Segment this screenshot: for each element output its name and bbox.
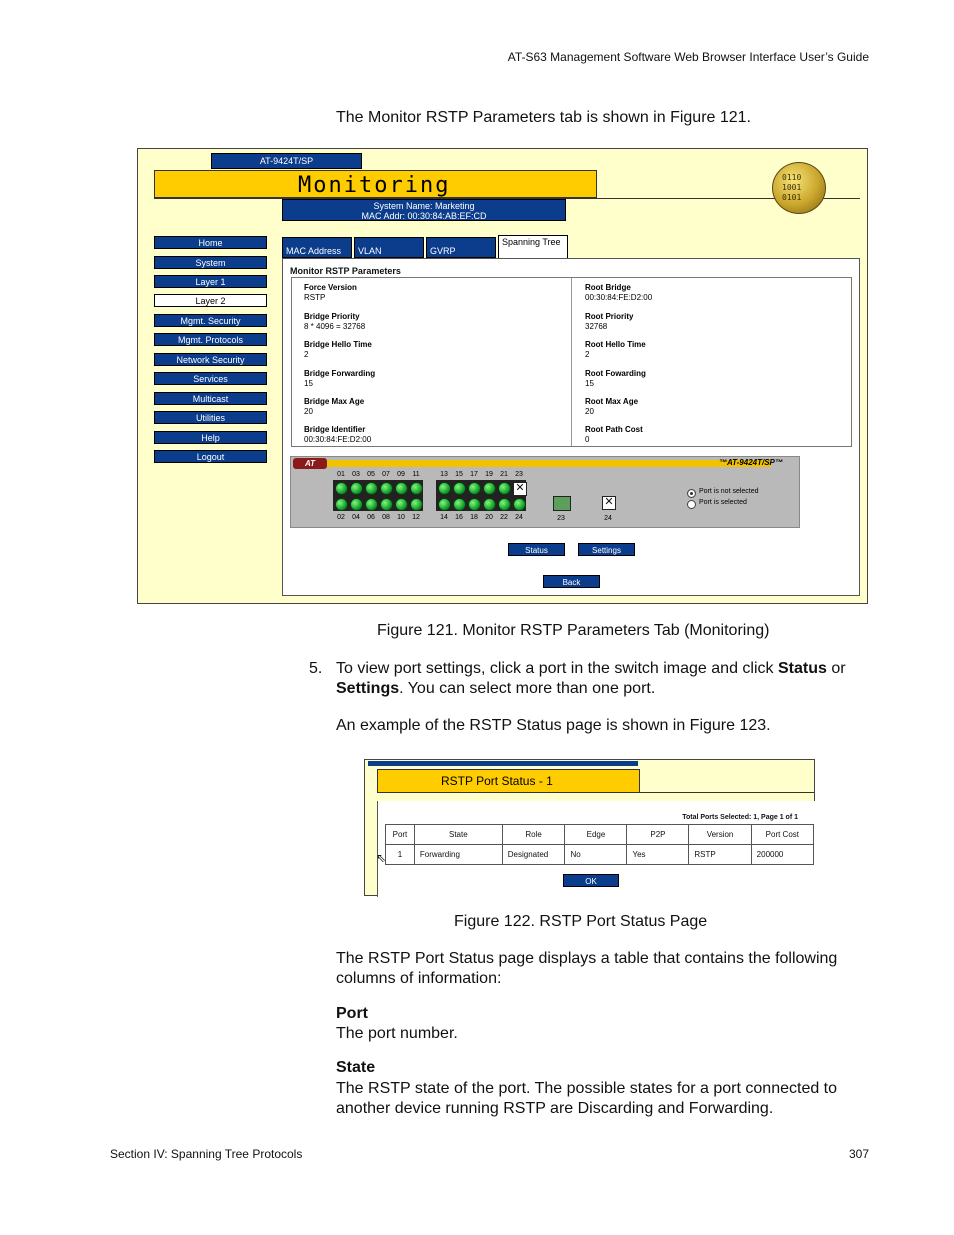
legend-not-selected: Port is not selected — [699, 488, 759, 495]
cell-edge: No — [565, 845, 627, 865]
port-label-top: 09 — [397, 471, 405, 478]
param-bridge-hello-time: Bridge Hello Time 2 — [304, 340, 372, 359]
nav-mgmt-security-button[interactable]: Mgmt. Security — [154, 314, 267, 327]
switch-port[interactable] — [453, 498, 466, 511]
def-desc-port: The port number. — [336, 1025, 458, 1042]
param-bridge-max-age: Bridge Max Age 20 — [304, 397, 365, 416]
port-label-bottom: 20 — [485, 514, 493, 521]
port-label-bottom: 22 — [500, 514, 508, 521]
running-header: AT-S63 Management Software Web Browser Interface User’s Guide — [507, 50, 869, 64]
nav-layer1-button[interactable]: Layer 1 — [154, 275, 267, 288]
port-label-top: 17 — [470, 471, 478, 478]
nav-multicast-button[interactable]: Multicast — [154, 392, 267, 405]
switch-port[interactable] — [438, 482, 451, 495]
switch-port[interactable] — [410, 498, 423, 511]
switch-port[interactable] — [468, 498, 481, 511]
switch-port[interactable] — [468, 482, 481, 495]
switch-port[interactable] — [350, 498, 363, 511]
switch-port[interactable] — [410, 482, 423, 495]
legend-selected: Port is selected — [699, 499, 747, 506]
col-p2p: P2P — [627, 825, 689, 845]
footer-section: Section IV: Spanning Tree Protocols — [110, 1147, 303, 1161]
port-label-top: 11 — [412, 471, 420, 478]
sfp-label-23: 23 — [557, 515, 565, 522]
example-paragraph: An example of the RSTP Status page is shown in Figure 123. — [336, 717, 771, 734]
col-edge: Edge — [565, 825, 627, 845]
table-header-row — [386, 825, 814, 845]
nav-utilities-button[interactable]: Utilities — [154, 411, 267, 424]
param-root-forwarding: Root Fowarding 15 — [585, 369, 646, 388]
mac-address: MAC Addr: 00:30:84:AB:EF:CD — [361, 211, 487, 221]
allied-telesyn-logo: AT — [293, 458, 327, 469]
nav-services-button[interactable]: Services — [154, 372, 267, 385]
tab-vlan[interactable]: VLAN — [354, 237, 424, 258]
monitoring-title-bar — [154, 170, 597, 198]
title-underline — [377, 792, 814, 793]
port-label-bottom: 16 — [455, 514, 463, 521]
param-root-max-age: Root Max Age 20 — [585, 397, 639, 416]
settings-button[interactable]: Settings — [578, 543, 635, 556]
port-label-top: 01 — [337, 471, 345, 478]
top-accent-bar — [368, 761, 638, 766]
switch-image — [290, 456, 800, 528]
legend-not-selected-radio — [687, 489, 696, 498]
table-description-paragraph: The RSTP Port Status page displays a table that contains the following columns of information: — [336, 950, 838, 987]
nav-system-button[interactable]: System — [154, 256, 267, 269]
switch-port[interactable] — [380, 482, 393, 495]
col-role: Role — [502, 825, 565, 845]
param-root-path-cost: Root Path Cost 0 — [585, 425, 643, 444]
def-desc-state: The RSTP state of the port. The possible states for a port connected to another device running RSTP are Discarding and Forwarding. — [336, 1080, 838, 1117]
switch-port[interactable] — [498, 498, 511, 511]
port-label-top: 13 — [440, 471, 448, 478]
ok-button[interactable]: OK — [563, 874, 619, 887]
param-bridge-identifier: Bridge Identifier 00:30:84:FE:D2:00 — [304, 425, 372, 444]
nav-network-security-button[interactable]: Network Security — [154, 353, 267, 366]
system-info-box — [282, 199, 566, 221]
port-label-top: 15 — [455, 471, 463, 478]
port-label-bottom: 08 — [382, 514, 390, 521]
rstp-status-title: RSTP Port Status - 1 — [441, 774, 553, 788]
switch-port[interactable] — [498, 482, 511, 495]
col-state: State — [414, 825, 502, 845]
rstp-status-title-bar — [377, 769, 640, 793]
param-root-priority: Root Priority 32768 — [585, 312, 634, 331]
cell-version: RSTP — [689, 845, 751, 865]
model-tab: AT-9424T/SP — [211, 153, 362, 169]
param-root-bridge: Root Bridge 00:30:84:FE:D2:00 — [585, 283, 653, 302]
sfp-port-23[interactable] — [553, 496, 571, 511]
port-label-bottom: 18 — [470, 514, 478, 521]
params-divider — [571, 278, 572, 446]
switch-port[interactable] — [483, 482, 496, 495]
port-label-bottom: 14 — [440, 514, 448, 521]
rstp-port-status-table — [385, 824, 814, 865]
port-label-top: 07 — [382, 471, 390, 478]
figure-121-caption: Figure 121. Monitor RSTP Parameters Tab (Monitoring) — [377, 622, 770, 639]
mouse-cursor-icon: ⇖ — [376, 851, 387, 865]
port-x-icon[interactable]: ✕ — [513, 482, 527, 496]
figure-122-caption: Figure 122. RSTP Port Status Page — [454, 913, 708, 930]
tab-gvrp[interactable]: GVRP — [426, 237, 496, 258]
step-number: 5. — [309, 660, 323, 677]
def-term-port: Port — [336, 1005, 368, 1022]
port-label-top: 19 — [485, 471, 493, 478]
switch-port[interactable] — [395, 498, 408, 511]
switch-port[interactable] — [350, 482, 363, 495]
nav-help-button[interactable]: Help — [154, 431, 267, 444]
col-port-cost: Port Cost — [751, 825, 813, 845]
port-label-bottom: 12 — [412, 514, 420, 521]
figure-122-screenshot — [364, 759, 815, 896]
legend-selected-radio — [687, 500, 696, 509]
port-label-bottom: 06 — [367, 514, 375, 521]
tab-spanning-tree[interactable]: Spanning Tree — [498, 235, 568, 258]
cell-state: Forwarding — [414, 845, 502, 865]
intro-paragraph: The Monitor RSTP Parameters tab is shown in Figure 121. — [336, 109, 751, 126]
switch-port[interactable] — [335, 498, 348, 511]
switch-model-label: ™AT-9424T/SP™ — [719, 458, 783, 467]
port-label-bottom: 10 — [397, 514, 405, 521]
param-force-version: Force Version RSTP — [304, 283, 357, 302]
sfp-label-24: 24 — [604, 515, 612, 522]
switch-port[interactable] — [335, 482, 348, 495]
switch-port[interactable] — [365, 482, 378, 495]
system-name: System Name: Marketing — [373, 201, 475, 211]
switch-port[interactable] — [395, 482, 408, 495]
switch-port[interactable] — [513, 498, 526, 511]
back-button[interactable]: Back — [543, 575, 600, 588]
sfp-port-24-x-icon[interactable]: ✕ — [602, 496, 616, 510]
nav-layer2-button[interactable]: Layer 2 — [154, 294, 267, 307]
nav-logout-button[interactable]: Logout — [154, 450, 267, 463]
footer-page-number: 307 — [848, 1147, 869, 1161]
param-bridge-forwarding: Bridge Forwarding 15 — [304, 369, 376, 388]
table-row[interactable] — [386, 845, 814, 865]
param-root-hello-time: Root Hello Time 2 — [585, 340, 646, 359]
switch-stripe — [319, 460, 771, 467]
port-label-bottom: 04 — [352, 514, 360, 521]
figure-121-screenshot — [137, 148, 868, 604]
monitoring-title: Monitoring — [298, 173, 451, 198]
rstp-parameters-box — [291, 277, 852, 447]
switch-port[interactable] — [380, 498, 393, 511]
nav-home-button[interactable]: Home — [154, 236, 267, 249]
status-button[interactable]: Status — [508, 543, 565, 556]
switch-port[interactable] — [453, 482, 466, 495]
port-label-top: 21 — [500, 471, 508, 478]
port-label-top: 05 — [367, 471, 375, 478]
port-label-top: 23 — [515, 471, 523, 478]
port-label-top: 03 — [352, 471, 360, 478]
cell-role: Designated — [502, 845, 565, 865]
col-port: Port — [386, 825, 415, 845]
step-5-text: To view port settings, click a port in the switch image and click Status or Settings. You can select more than one port. — [336, 660, 846, 697]
cell-p2p: Yes — [627, 845, 689, 865]
panel-title: Monitor RSTP Parameters — [290, 266, 401, 276]
cell-port: 1 — [386, 845, 415, 865]
globe-logo-icon — [772, 162, 826, 214]
tab-mac-address[interactable]: MAC Address — [282, 237, 352, 258]
switch-port[interactable] — [438, 498, 451, 511]
switch-port[interactable] — [365, 498, 378, 511]
col-version: Version — [689, 825, 751, 845]
total-ports-selected: Total Ports Selected: 1, Page 1 of 1 — [682, 814, 798, 821]
cell-port-cost: 200000 — [751, 845, 813, 865]
def-term-state: State — [336, 1059, 376, 1076]
port-label-bottom: 02 — [337, 514, 345, 521]
switch-port[interactable] — [483, 498, 496, 511]
param-bridge-priority: Bridge Priority 8 * 4096 = 32768 — [304, 312, 366, 331]
port-label-bottom: 24 — [515, 514, 523, 521]
nav-mgmt-protocols-button[interactable]: Mgmt. Protocols — [154, 333, 267, 346]
